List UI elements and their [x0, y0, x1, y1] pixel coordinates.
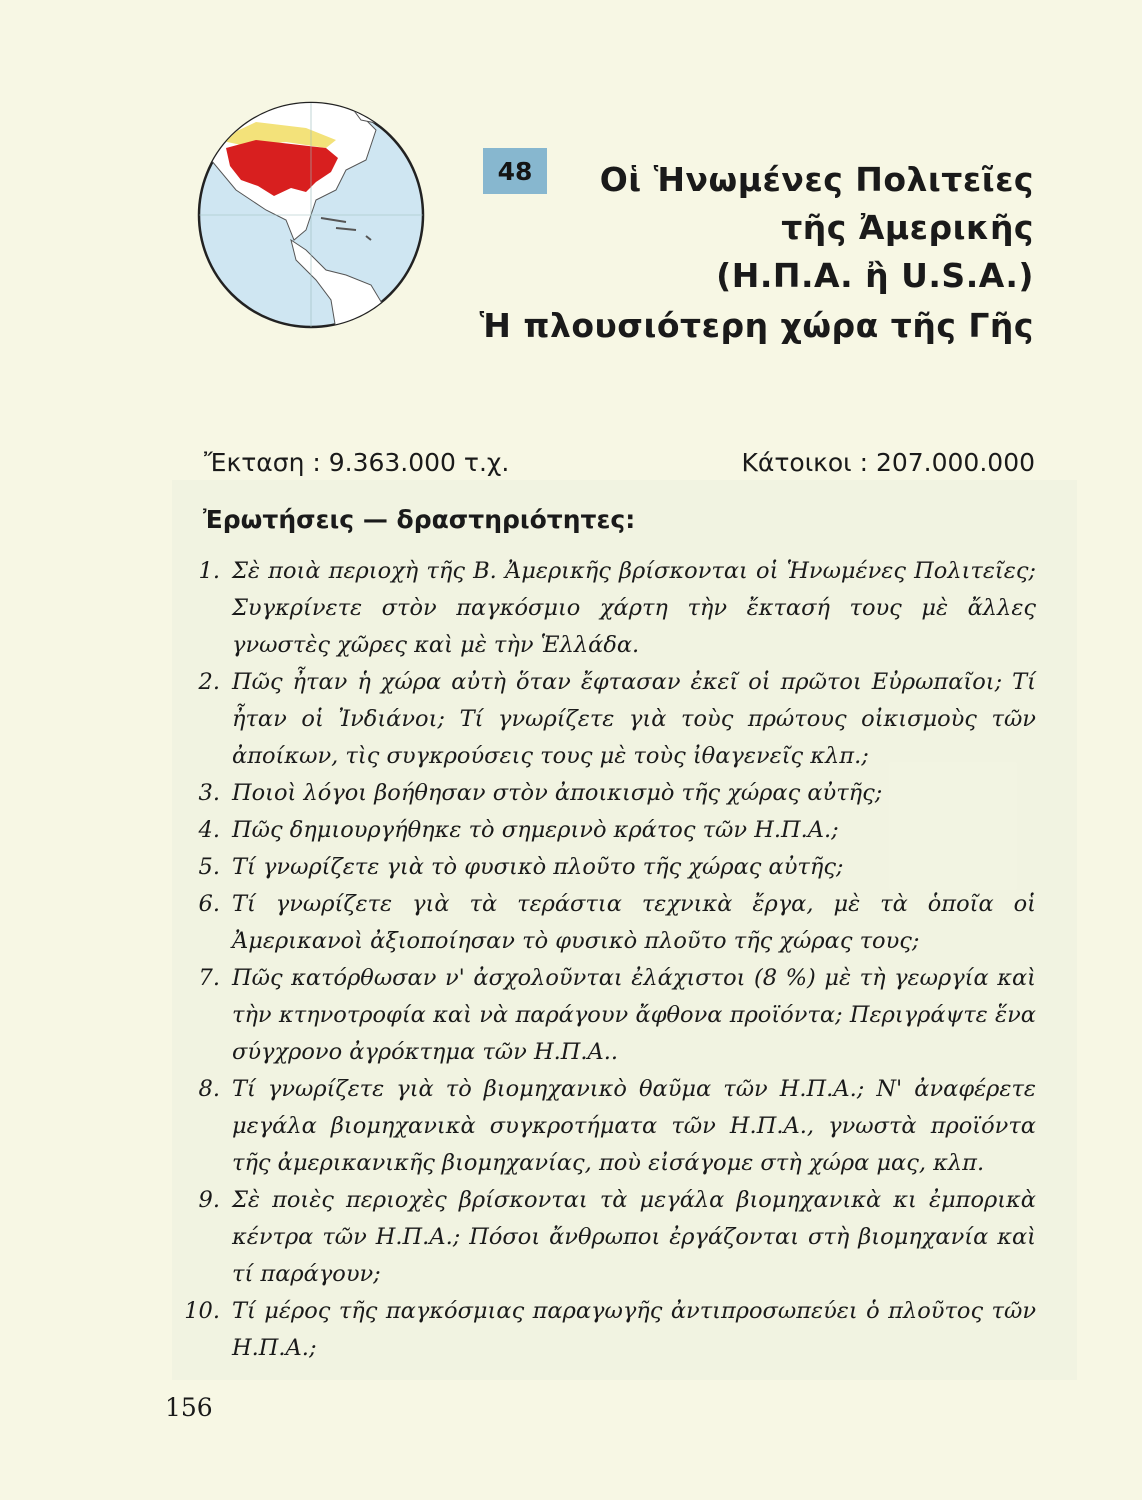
question-text: Τί γνωρίζετε γιὰ τὸ φυσικὸ πλοῦτο τῆς χώρας αὐτῆς; — [232, 854, 844, 880]
question-item — [172, 812, 1036, 849]
question-number: 5. — [198, 854, 220, 880]
question-item — [172, 1071, 1036, 1182]
question-item — [172, 775, 1036, 812]
question-number: 10. — [184, 1298, 220, 1324]
question-item — [172, 1293, 1036, 1367]
question-item — [172, 664, 1036, 775]
globe-map-illustration — [196, 100, 426, 330]
question-text: Πῶς ἦταν ἡ χώρα αὐτὴ ὅταν ἔφτασαν ἐκεῖ οἱ πρῶτοι Εὐρωπαῖοι; Τί ἦταν οἱ Ἰνδιάνοι; Τί γνωρίζετε γιὰ τοὺς πρώτους οἰκισμοὺς τῶν ἀποίκων, τὶς συγκρούσεις τους μὲ τοὺς ἰθαγενεῖς κλπ.; — [232, 669, 1036, 769]
question-item — [172, 849, 1036, 886]
questions-heading: Ἐρωτήσεις — δραστηριότητες: — [203, 505, 636, 534]
question-item — [172, 553, 1036, 664]
question-text: Πῶς κατόρθωσαν ν' ἀσχολοῦνται ἐλάχιστοι (8 %) μὲ τὴ γεωργία καὶ τὴν κτηνοτροφία καὶ νὰ παράγουν ἄφθονα προϊόντα; Περιγράψτε ἕνα σύγχρονο ἀγρόκτημα τῶν Η.Π.Α.. — [232, 965, 1036, 1065]
page-number: 156 — [165, 1393, 213, 1422]
chapter-subtitle: Ἡ πλουσιότερη χώρα τῆς Γῆς — [479, 306, 1034, 345]
question-number: 3. — [198, 780, 220, 806]
question-number: 8. — [198, 1076, 220, 1102]
question-number: 4. — [198, 817, 220, 843]
question-text: Τί μέρος τῆς παγκόσμιας παραγωγῆς ἀντιπροσωπεύει ὁ πλοῦτος τῶν Η.Π.Α.; — [232, 1298, 1036, 1361]
question-text: Ποιοὶ λόγοι βοήθησαν στὸν ἀποικισμὸ τῆς χώρας αὐτῆς; — [232, 780, 883, 806]
question-number: 2. — [198, 669, 220, 695]
question-item — [172, 1182, 1036, 1293]
question-number: 6. — [198, 891, 220, 917]
area-stat: Ἔκταση : 9.363.000 τ.χ. — [204, 448, 510, 477]
question-text: Τί γνωρίζετε γιὰ τὰ τεράστια τεχνικὰ ἔργα, μὲ τὰ ὁποῖα οἱ Ἀμερικανοὶ ἀξιοποίησαν τὸ φυσικὸ πλοῦτο τῆς χώρας τους; — [232, 891, 1036, 954]
chapter-number-badge: 48 — [483, 148, 547, 194]
chapter-title-line-3: (Η.Π.Α. ἢ U.S.A.) — [716, 256, 1034, 295]
chapter-title-line-1: Οἱ Ἡνωμένες Πολιτεῖες — [599, 160, 1034, 199]
question-item — [172, 960, 1036, 1071]
question-text: Πῶς δημιουργήθηκε τὸ σημερινὸ κράτος τῶν Η.Π.Α.; — [232, 817, 839, 843]
questions-list — [172, 553, 1036, 1367]
globe-grid — [196, 100, 426, 330]
question-number: 7. — [198, 965, 220, 991]
question-text: Σὲ ποιὲς περιοχὲς βρίσκονται τὰ μεγάλα βιομηχανικὰ κι ἐμπορικὰ κέντρα τῶν Η.Π.Α.; Πόσοι ἄνθρωποι ἐργάζονται στὴ βιομηχανία καὶ τί παράγουν; — [232, 1187, 1036, 1287]
question-number: 1. — [198, 558, 220, 584]
question-text: Τί γνωρίζετε γιὰ τὸ βιομηχανικὸ θαῦμα τῶν Η.Π.Α.; Ν' ἀναφέρετε μεγάλα βιομηχανικὰ συγκροτήματα τῶν Η.Π.Α., γνωστὰ προϊόντα τῆς ἀμερικανικῆς βιομηχανίας, ποὺ εἰσάγομε στὴ χώρα μας, κλπ. — [232, 1076, 1036, 1176]
question-number: 9. — [198, 1187, 220, 1213]
chapter-title-line-2: τῆς Ἀμερικῆς — [781, 208, 1034, 247]
question-text: Σὲ ποιὰ περιοχὴ τῆς Β. Ἀμερικῆς βρίσκονται οἱ Ἡνωμένες Πολιτεῖες; Συγκρίνετε στὸν παγκόσμιο χάρτη τὴν ἔκτασή τους μὲ ἄλλες γνωστὲς χῶρες καὶ μὲ τὴν Ἑλλάδα. — [232, 558, 1036, 658]
population-stat: Κάτοικοι : 207.000.000 — [741, 448, 1035, 477]
question-item — [172, 886, 1036, 960]
